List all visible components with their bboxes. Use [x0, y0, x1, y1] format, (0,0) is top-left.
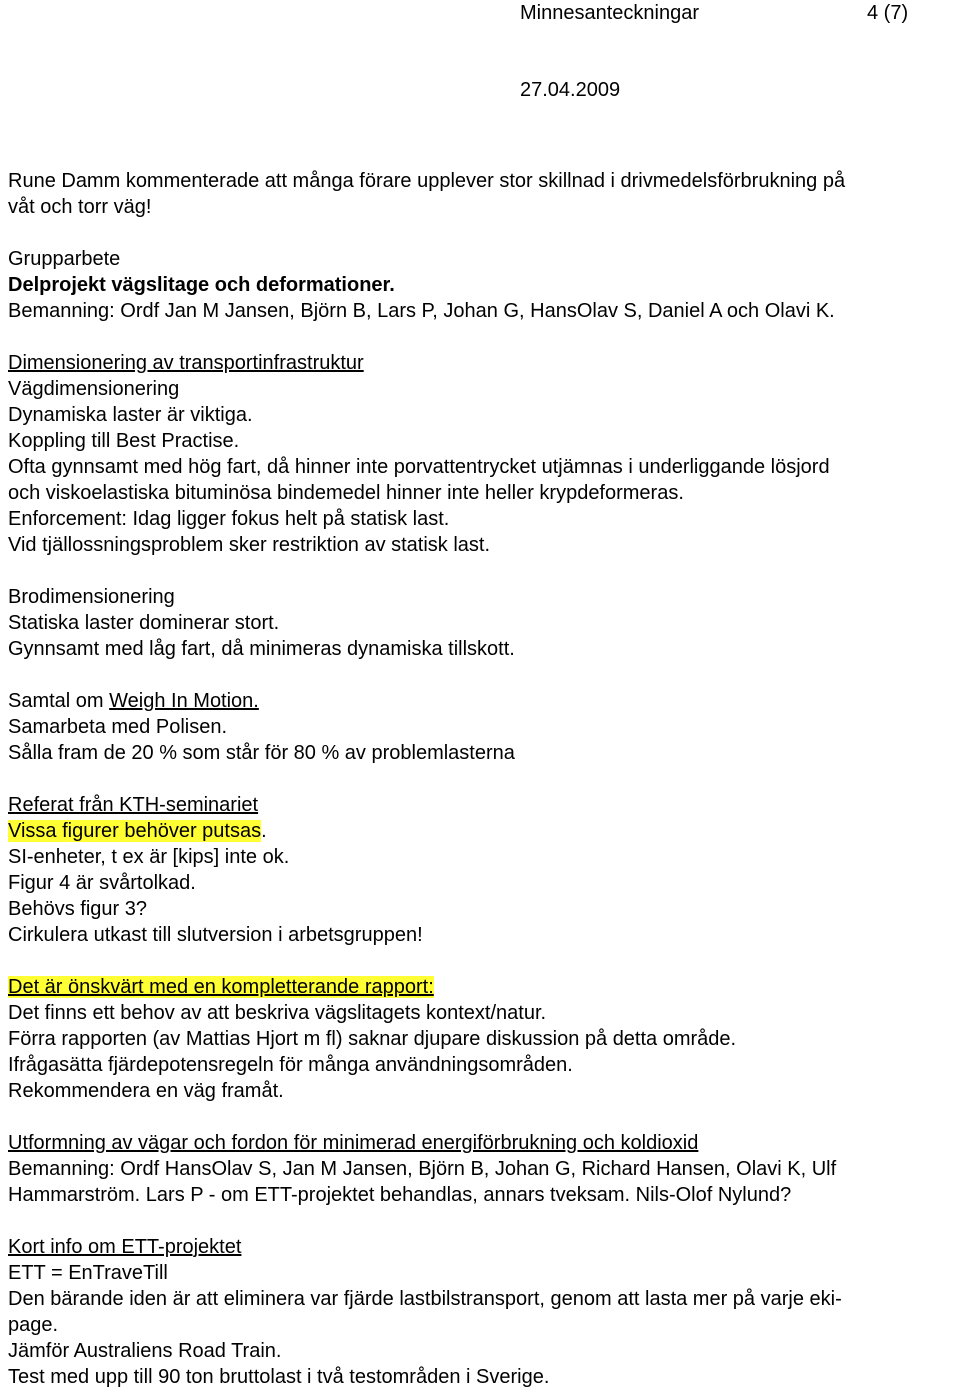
dimensioning-line: och viskoelastiska bituminösa bindemedel hinner inte heller krypdeformeras. — [8, 482, 684, 504]
kth-line: Behövs figur 3? — [8, 898, 147, 920]
weigh-in-motion-link[interactable]: Weigh In Motion. — [109, 690, 259, 712]
kth-highlight-line — [8, 818, 267, 844]
bridge-heading: Brodimensionering — [8, 586, 175, 608]
intro-line-2: våt och torr väg! — [8, 196, 152, 218]
header-date: 27.04.2009 — [520, 79, 621, 101]
dimensioning-line: Vid tjällossningsproblem sker restriktion av statisk last. — [8, 534, 491, 556]
kth-line: Figur 4 är svårtolkad. — [8, 872, 196, 894]
ett-line: Jämför Australiens Road Train. — [8, 1340, 282, 1362]
staffing-line: Bemanning: Ordf Jan M Jansen, Björn B, Lars P, Johan G, HansOlav S, Daniel A och Olavi K. — [8, 300, 835, 322]
kth-line: SI-enheter, t ex är [kips] inte ok. — [8, 846, 290, 868]
ett-line: Den bärande iden är att eliminera var fjärde lastbilstransport, genom att lasta mer på varje eki- — [8, 1288, 842, 1310]
bridge-line: Statiska laster dominerar stort. — [8, 612, 280, 634]
kth-heading: Referat från KTH-seminariet — [8, 794, 259, 816]
report-line: Det finns ett behov av att beskriva vägslitagets kontext/natur. — [8, 1002, 547, 1024]
subproject-title: Delprojekt vägslitage och deformationer. — [8, 274, 395, 296]
dimensioning-line: Ofta gynnsamt med hög fart, då hinner inte porvattentrycket utjämnas i underliggande lösjord — [8, 456, 830, 478]
report-line: Rekommendera en väg framåt. — [8, 1080, 284, 1102]
report-line: Ifrågasätta fjärdepotensregeln för många användningsområden. — [8, 1054, 573, 1076]
header-page-number: 4 (7) — [867, 2, 909, 24]
ett-line: ETT = EnTraveTill — [8, 1262, 168, 1284]
ett-line: page. — [8, 1314, 59, 1336]
wim-line-2: Samarbeta med Polisen. — [8, 716, 228, 738]
intro-line-1: Rune Damm kommenterade att många förare upplever stor skillnad i drivmedelsförbrukning på — [8, 170, 846, 192]
ett-heading: Kort info om ETT-projektet — [8, 1236, 242, 1258]
design-staffing-line-2: Hammarström. Lars P - om ETT-projektet behandlas, annars tveksam. Nils-Olof Nylund? — [8, 1184, 792, 1206]
dimensioning-line: Dynamiska laster är viktiga. — [8, 404, 253, 426]
design-staffing-line-1: Bemanning: Ordf HansOlav S, Jan M Jansen, Björn B, Johan G, Richard Hansen, Olavi K, Ulf — [8, 1158, 837, 1180]
dimensioning-heading: Dimensionering av transportinfrastruktur — [8, 352, 364, 374]
ett-line: Test med upp till 90 ton bruttolast i två testområden i Sverige. — [8, 1366, 550, 1388]
group-heading: Grupparbete — [8, 248, 121, 270]
dimensioning-line: Enforcement: Idag ligger fokus helt på statisk last. — [8, 508, 450, 530]
dimensioning-line: Koppling till Best Practise. — [8, 430, 240, 452]
design-heading: Utformning av vägar och fordon för minimerad energiförbrukning och koldioxid — [8, 1132, 699, 1154]
wim-prefix: Samtal om — [8, 690, 110, 712]
highlight-tail: . — [261, 820, 267, 842]
bridge-line: Gynnsamt med låg fart, då minimeras dynamiska tillskott. — [8, 638, 515, 660]
highlighted-text: Vissa figurer behöver putsas — [8, 820, 262, 842]
wim-line — [8, 688, 259, 714]
wim-line-3: Sålla fram de 20 % som står för 80 % av problemlasterna — [8, 742, 515, 764]
report-line: Förra rapporten (av Mattias Hjort m fl) saknar djupare diskussion på detta område. — [8, 1028, 737, 1050]
report-heading-line — [8, 974, 434, 1000]
road-dimensioning-subheading: Vägdimensionering — [8, 378, 180, 400]
kth-line: Cirkulera utkast till slutversion i arbetsgruppen! — [8, 924, 423, 946]
header-title: Minnesanteckningar — [520, 2, 699, 24]
report-heading: Det är önskvärt med en kompletterande rapport: — [8, 976, 434, 998]
